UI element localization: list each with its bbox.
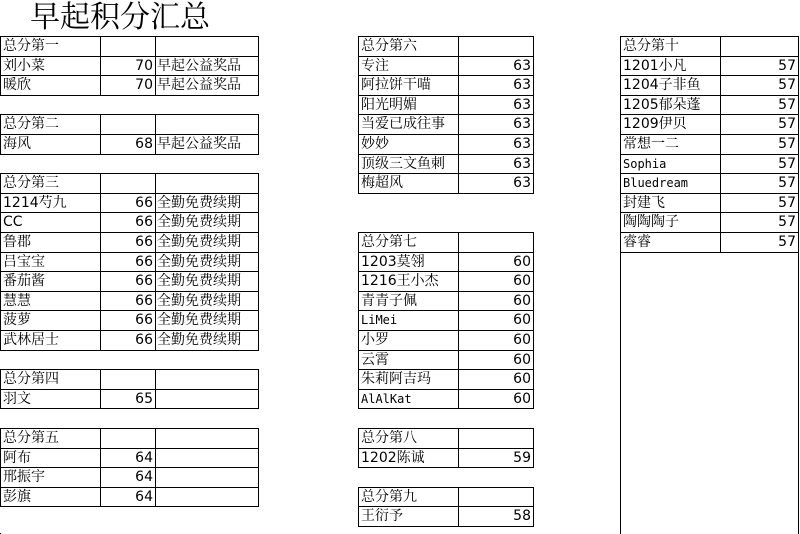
- group-header: 总分第八: [361, 429, 417, 446]
- member-score: 68: [135, 135, 153, 152]
- group-header: 总分第六: [361, 37, 417, 54]
- member-name: 朱莉阿吉玛: [361, 370, 431, 387]
- member-name: 梅超风: [361, 174, 403, 191]
- group-header: 总分第九: [361, 488, 417, 505]
- grid-line: [358, 526, 534, 527]
- member-name: 睿睿: [623, 233, 651, 250]
- member-score: 57: [778, 96, 796, 113]
- member-score: 57: [778, 115, 796, 132]
- member-name: 武林居士: [3, 331, 59, 348]
- member-name: 妙妙: [361, 135, 389, 152]
- member-score: 66: [135, 233, 153, 250]
- member-score: 66: [135, 311, 153, 328]
- member-name: 阿拉饼干喵: [361, 76, 431, 93]
- grid-line: [798, 36, 799, 252]
- member-note: 全勤免费续期: [157, 233, 241, 250]
- member-name: 1202陈诚: [361, 449, 425, 466]
- member-name: CC: [3, 213, 23, 230]
- member-name: 菠萝: [3, 311, 31, 328]
- member-score: 59: [513, 449, 531, 466]
- member-score: 70: [135, 76, 153, 93]
- grid-line: [0, 350, 259, 351]
- group-header: 总分第二: [3, 115, 59, 132]
- member-score: 63: [513, 96, 531, 113]
- member-name: 暖欣: [3, 76, 31, 93]
- member-note: 全勤免费续期: [157, 311, 241, 328]
- member-score: 66: [135, 272, 153, 289]
- member-name: Sophia: [623, 156, 667, 171]
- member-score: 63: [513, 115, 531, 132]
- grid-line: [620, 252, 799, 253]
- member-score: 57: [778, 135, 796, 152]
- member-note: 全勤免费续期: [157, 292, 241, 309]
- member-score: 57: [778, 174, 796, 191]
- member-score: 60: [513, 331, 531, 348]
- member-name: 阿布: [3, 449, 31, 466]
- member-name: 1201小凡: [623, 57, 687, 74]
- member-score: 60: [513, 370, 531, 387]
- grid-line: [533, 487, 534, 526]
- member-score: 60: [513, 292, 531, 309]
- member-score: 66: [135, 213, 153, 230]
- member-score: 64: [135, 468, 153, 485]
- member-score: 66: [135, 292, 153, 309]
- member-score: 63: [513, 135, 531, 152]
- group-header: 总分第三: [3, 174, 59, 191]
- member-name: 1203莫翎: [361, 253, 425, 270]
- member-name: 羽文: [3, 390, 31, 407]
- member-name: 陶陶陶子: [623, 213, 679, 230]
- member-score: 57: [778, 213, 796, 230]
- member-name: 王衍予: [361, 507, 403, 524]
- member-name: 邢振宇: [3, 468, 45, 485]
- grid-line: [155, 369, 156, 408]
- member-name: 青青子佩: [361, 292, 417, 309]
- member-name: Bluedream: [623, 175, 689, 190]
- member-score: 70: [135, 57, 153, 74]
- member-name: 1209伊贝: [623, 115, 687, 132]
- member-note: 全勤免费续期: [157, 253, 241, 270]
- member-score: 66: [135, 331, 153, 348]
- member-score: 65: [135, 390, 153, 407]
- member-score: 57: [778, 76, 796, 93]
- member-score: 64: [135, 488, 153, 505]
- member-name: 云霄: [361, 351, 389, 368]
- member-name: 吕宝宝: [3, 253, 45, 270]
- member-name: 刘小菜: [3, 57, 45, 74]
- member-name: AlAlKat: [361, 391, 412, 406]
- grid-line: [533, 232, 534, 408]
- member-score: 63: [513, 57, 531, 74]
- member-score: 60: [513, 253, 531, 270]
- member-name: 封建飞: [623, 194, 665, 211]
- grid-line: [533, 428, 534, 467]
- member-name: 1214芍九: [3, 194, 67, 211]
- member-name: 阳光明媚: [361, 96, 417, 113]
- member-name: 当爱已成往事: [361, 115, 445, 132]
- member-score: 63: [513, 174, 531, 191]
- grid-line: [258, 173, 259, 350]
- member-note: 早起公益奖品: [157, 76, 241, 93]
- member-name: LiMei: [361, 312, 398, 327]
- member-score: 66: [135, 253, 153, 270]
- member-note: 全勤免费续期: [157, 272, 241, 289]
- page-title: 早起积分汇总: [30, 0, 210, 35]
- member-note: 全勤免费续期: [157, 213, 241, 230]
- member-score: 66: [135, 194, 153, 211]
- member-score: 60: [513, 351, 531, 368]
- member-note: 早起公益奖品: [157, 57, 241, 74]
- member-score: 57: [778, 155, 796, 172]
- grid-line: [258, 36, 259, 95]
- member-name: 顶级三文鱼刺: [361, 155, 445, 172]
- grid-line: [155, 428, 156, 506]
- member-name: 鲁郡: [3, 233, 31, 250]
- group-header: 总分第五: [3, 429, 59, 446]
- grid-line: [533, 36, 534, 193]
- member-name: 彭旗: [3, 488, 31, 505]
- member-score: 57: [778, 233, 796, 250]
- group-header: 总分第十: [623, 37, 679, 54]
- group-header: 总分第四: [3, 370, 59, 387]
- member-name: 海风: [3, 135, 31, 152]
- member-note: 全勤免费续期: [157, 194, 241, 211]
- grid-line: [258, 369, 259, 408]
- member-score: 60: [513, 272, 531, 289]
- member-name: 小罗: [361, 331, 389, 348]
- grid-line: [0, 95, 259, 96]
- member-score: 57: [778, 57, 796, 74]
- member-name: 番茄酱: [3, 272, 45, 289]
- member-name: 1205郁朵蓬: [623, 96, 701, 113]
- grid-line: [798, 252, 799, 534]
- member-name: 1216王小杰: [361, 272, 439, 289]
- grid-line: [620, 252, 621, 534]
- member-score: 64: [135, 449, 153, 466]
- member-name: 1204子非鱼: [623, 76, 701, 93]
- member-note: 早起公益奖品: [157, 135, 241, 152]
- spreadsheet-grid: [0, 36, 800, 534]
- member-note: 全勤免费续期: [157, 331, 241, 348]
- member-score: 57: [778, 194, 796, 211]
- group-header: 总分第七: [361, 233, 417, 250]
- grid-line: [258, 428, 259, 506]
- member-score: 60: [513, 390, 531, 407]
- member-score: 58: [513, 507, 531, 524]
- grid-line: [258, 114, 259, 154]
- group-header: 总分第一: [3, 37, 59, 54]
- member-score: 63: [513, 76, 531, 93]
- member-name: 常想一二: [623, 135, 679, 152]
- grid-line: [358, 193, 534, 194]
- member-score: 63: [513, 155, 531, 172]
- member-name: 专注: [361, 57, 389, 74]
- member-name: 慧慧: [3, 292, 31, 309]
- member-score: 60: [513, 311, 531, 328]
- grid-line: [0, 154, 259, 155]
